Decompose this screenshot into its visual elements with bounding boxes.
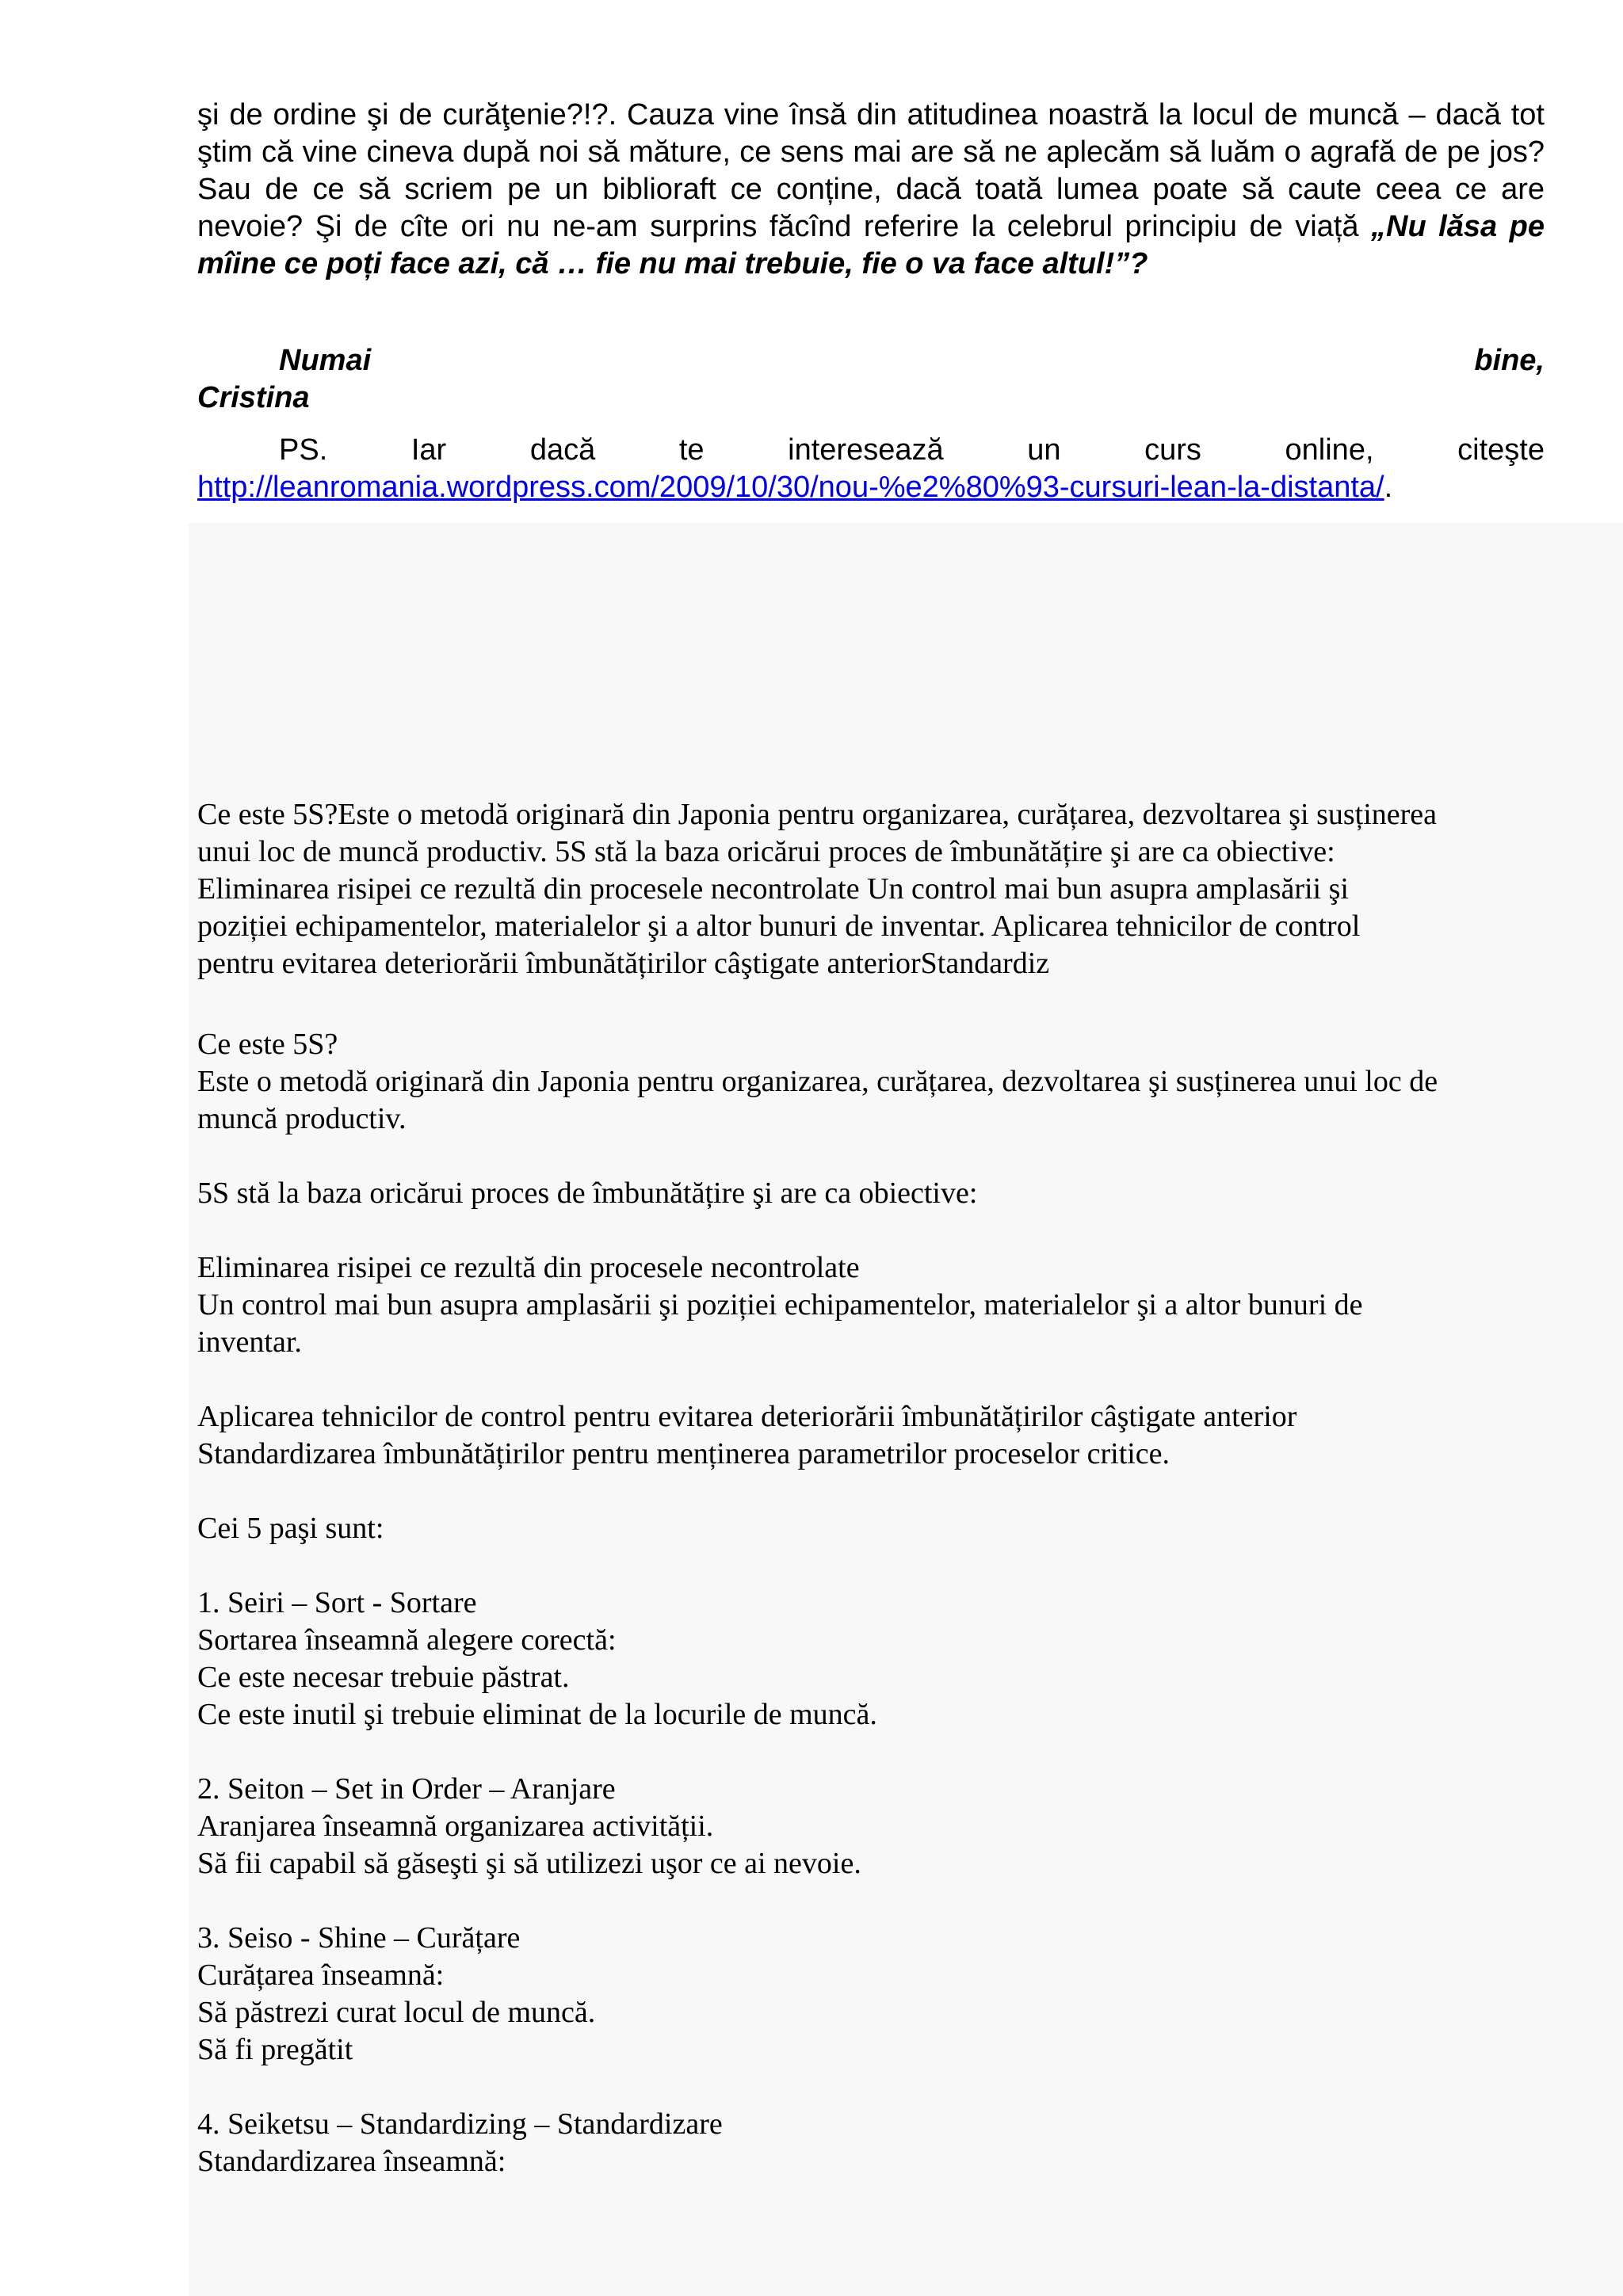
question-title: Ce este 5S? xyxy=(197,1028,338,1061)
summary-paragraph xyxy=(197,796,1545,980)
objectives-intro: 5S stă la baza oricărui proces de îmbunătățire şi are ca obiective: xyxy=(197,1177,978,1210)
ps-word: dacă xyxy=(529,433,596,467)
step-line: Standardizarea înseamnă: xyxy=(197,2145,506,2178)
ps-word: interesează xyxy=(788,433,944,467)
signature xyxy=(197,342,1545,417)
signature-name: Cristina xyxy=(197,381,310,414)
ps-word: Iar xyxy=(411,433,447,467)
step-line: Ce este necesar trebuie păstrat. xyxy=(197,1661,570,1694)
step-line: Curățarea înseamnă: xyxy=(197,1958,445,1992)
course-link[interactable]: http://leanromania.wordpress.com/2009/10/30/nou-%e2%80%93-cursuri-lean-la-distanta/ xyxy=(197,471,1384,504)
ps-paragraph xyxy=(197,432,1545,506)
steps-intro: Cei 5 paşi sunt: xyxy=(197,1512,384,1545)
step-line: Să fii capabil să găseşti şi să utilizezi uşor ce ai nevoie. xyxy=(197,1847,861,1880)
step-line: Ce este inutil şi trebuie eliminat de la locurile de muncă. xyxy=(197,1698,877,1731)
summary-line: pentru evitarea deteriorării îmbunătățirilor câştigate anteriorStandardiz xyxy=(197,947,1050,980)
summary-line: poziției echipamentelor, materialelor şi a altor bunuri de inventar. Aplicarea tehnicilor de control xyxy=(197,910,1361,943)
ps-word: PS. xyxy=(279,433,328,467)
step-title: 2. Seiton – Set in Order – Aranjare xyxy=(197,1772,616,1806)
ps-word: curs xyxy=(1144,433,1201,467)
question-answer-line: Este o metodă originară din Japonia pentru organizarea, curățarea, dezvoltarea şi susținerea unui loc de xyxy=(197,1065,1438,1098)
objective-item: Un control mai bun asupra amplasării şi poziției echipamentelor, materialelor şi a altor bunuri de xyxy=(197,1288,1363,1322)
ps-trailing-period: . xyxy=(1384,471,1393,504)
objective-item: Aplicarea tehnicilor de control pentru evitarea deteriorării îmbunătățirilor câştigate anterior xyxy=(197,1400,1297,1433)
signature-word-2: bine, xyxy=(1474,344,1545,377)
step-line: Să păstrezi curat locul de muncă. xyxy=(197,1996,596,2029)
summary-line: Eliminarea risipei ce rezultă din procesele necontrolate Un control mai bun asupra amplasării şi xyxy=(197,872,1349,906)
step-line: Sortarea înseamnă alegere corectă: xyxy=(197,1623,617,1657)
ps-word: te xyxy=(678,433,705,467)
ps-word: online, xyxy=(1285,433,1374,467)
intro-paragraph xyxy=(197,97,1545,283)
objective-item: Eliminarea risipei ce rezultă din procesele necontrolate xyxy=(197,1251,860,1284)
summary-line: Ce este 5S?Este o metodă originară din Japonia pentru organizarea, curățarea, dezvoltarea şi susținerea xyxy=(197,798,1438,831)
question-answer-line: muncă productiv. xyxy=(197,1102,407,1135)
ps-word: citeşte xyxy=(1457,433,1545,467)
step-line: Aranjarea înseamnă organizarea activității. xyxy=(197,1810,714,1843)
ps-word: un xyxy=(1027,433,1061,467)
step-line: Să fi pregătit xyxy=(197,2033,353,2066)
summary-line: unui loc de muncă productiv. 5S stă la baza oricărui proces de îmbunătățire şi are ca obiective: xyxy=(197,835,1335,868)
signature-word-1: Numai xyxy=(279,344,372,377)
objective-item: Standardizarea îmbunătățirilor pentru menținerea parametrilor proceselor critice. xyxy=(197,1437,1170,1470)
intro-quote: „Nu lăsa pe mîine ce poți face azi, că … fie nu mai trebuie, fie o va face altul!”? xyxy=(197,210,1545,280)
step-title: 4. Seiketsu – Standardizing – Standardizare xyxy=(197,2107,723,2141)
step-title: 3. Seiso - Shine – Curățare xyxy=(197,1921,521,1955)
intro-text: şi de ordine şi de curăţenie?!?. Cauza vine însă din atitudinea noastră la locul de muncă – dacă tot ştim că vine cineva după noi să măture, ce sens mai are să ne aplecăm să luăm o agrafă de pe jos? Sau de ce să scriem pe un biblioraft ce conține, dacă toată lumea poate să caute ceea ce are nevoie? Şi de cîte ori nu ne-am surprins făcînd referire la celebrul principiu de viață xyxy=(197,98,1545,243)
objective-item: inventar. xyxy=(197,1325,302,1359)
step-title: 1. Seiri – Sort - Sortare xyxy=(197,1586,477,1619)
article-body xyxy=(197,1026,1545,2180)
